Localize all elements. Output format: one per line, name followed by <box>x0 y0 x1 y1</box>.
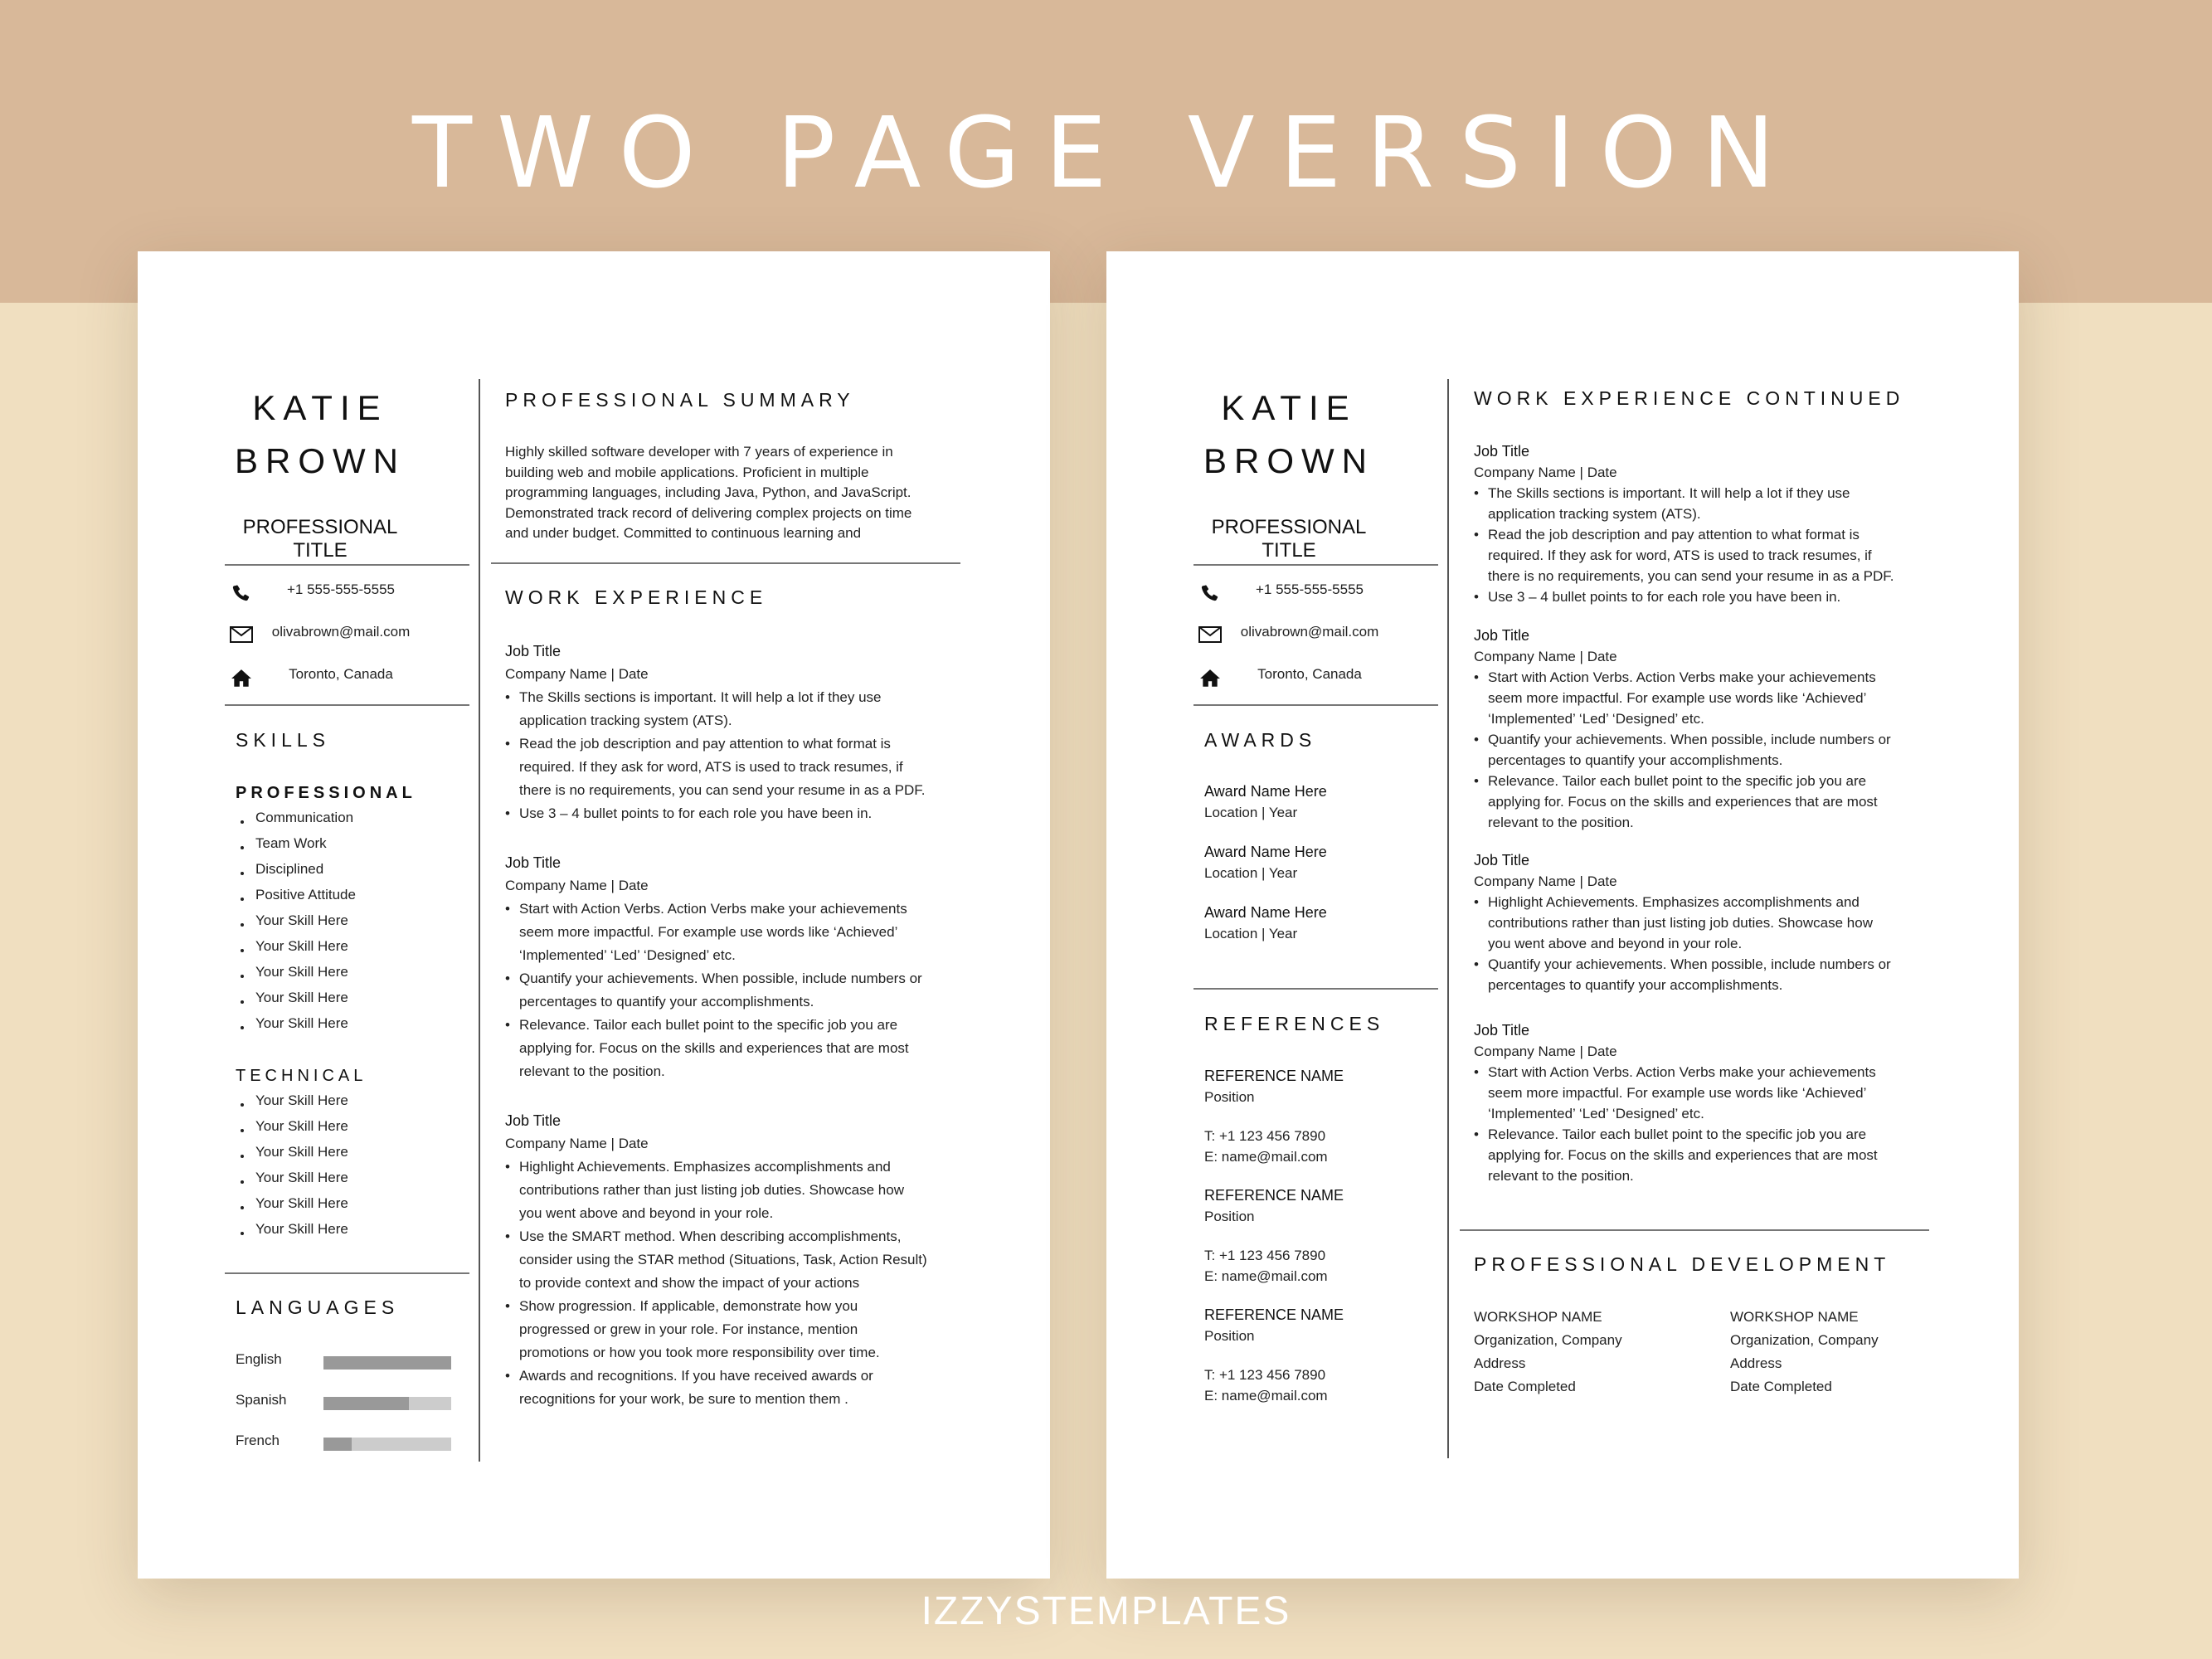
bullet-line: recognitions for your work, be sure to mention them . <box>519 1391 848 1407</box>
workshop-date: Date Completed <box>1730 1379 1832 1394</box>
bullet-line: • Relevance. Tailor each bullet point to the specific job you are <box>1488 773 1867 789</box>
job-entry <box>1474 625 1988 833</box>
language-name: French <box>236 1433 280 1448</box>
professional-title: PROFESSIONAL TITLE <box>242 516 398 562</box>
job-bullet <box>1474 954 1988 995</box>
column-divider <box>479 379 480 1462</box>
last-name: BROWN <box>1203 441 1374 480</box>
home-icon <box>229 668 254 689</box>
language-name: Spanish <box>236 1392 287 1408</box>
phone-text: +1 555-555-5555 <box>1256 581 1364 597</box>
bullet-line: • Relevance. Tailor each bullet point to the specific job you are <box>1488 1126 1867 1142</box>
resume-page-1 <box>138 251 1050 1579</box>
bullet-line: • Use 3 – 4 bullet points to for each role you have been in. <box>519 805 873 821</box>
skill-item: Your Skill Here <box>236 1144 348 1170</box>
summary-text <box>505 442 1003 544</box>
job-bullet <box>1474 729 1988 771</box>
job-bullet <box>1474 1124 1988 1186</box>
email-text: olivabrown@mail.com <box>1240 624 1379 640</box>
reference-entry <box>1204 1185 1344 1287</box>
reference-phone: T: +1 123 456 7890 <box>1204 1128 1326 1144</box>
language-row <box>236 1351 451 1371</box>
reference-email: E: name@mail.com <box>1204 1268 1328 1284</box>
award-name: Award Name Here <box>1204 904 1327 921</box>
workshop-org: Organization, Company <box>1474 1332 1622 1348</box>
language-level-bar <box>323 1397 451 1410</box>
work-experience-heading: WORK EXPERIENCE <box>505 586 768 608</box>
bullet-line: applying for. Focus on the skills and experiences that are most <box>1488 1147 1878 1163</box>
mail-icon <box>1198 625 1223 644</box>
bullet-line: to provide context and show the impact of your actions <box>519 1275 860 1291</box>
first-name: KATIE <box>252 388 388 427</box>
award-entry <box>1204 902 1327 944</box>
job-bullets <box>1474 1062 1988 1186</box>
summary-line: building web and mobile applications. Proficient in multiple <box>505 464 869 480</box>
award-entry <box>1204 842 1327 883</box>
divider <box>225 564 469 566</box>
job-bullet <box>505 1365 1019 1411</box>
job-company: Company Name | Date <box>1474 1044 1617 1059</box>
bullet-line: • Highlight Achievements. Emphasizes accomplishments and <box>1488 894 1860 910</box>
reference-phone: T: +1 123 456 7890 <box>1204 1248 1326 1263</box>
award-entry <box>1204 781 1327 823</box>
reference-name: REFERENCE NAME <box>1204 1068 1344 1084</box>
summary-line: programming languages, including Java, Python, and JavaScript. <box>505 484 912 500</box>
skill-item: Your Skill Here <box>236 1092 348 1118</box>
skill-item: Your Skill Here <box>236 964 356 990</box>
contact-email <box>221 624 420 649</box>
bullet-line: • Start with Action Verbs. Action Verbs make your achievements <box>1488 1064 1876 1080</box>
contact-phone <box>1189 581 1388 606</box>
work-continued-heading: WORK EXPERIENCE CONTINUED <box>1474 387 1905 409</box>
language-level-fill <box>323 1438 352 1451</box>
job-entry <box>505 640 1019 825</box>
job-bullet <box>505 802 1019 825</box>
job-title: Job Title <box>1474 627 1530 644</box>
skill-item: Your Skill Here <box>236 1221 348 1247</box>
skill-item: Your Skill Here <box>236 1118 348 1144</box>
bullet-line: • Start with Action Verbs. Action Verbs make your achievements <box>1488 669 1876 685</box>
workshop-org: Organization, Company <box>1730 1332 1879 1348</box>
professional-development-heading: PROFESSIONAL DEVELOPMENT <box>1474 1253 1891 1275</box>
bullet-line: • Quantify your achievements. When possible, include numbers or <box>1488 732 1891 747</box>
mail-icon <box>229 625 254 644</box>
professional-skills-heading: PROFESSIONAL <box>236 784 416 802</box>
reference-name: REFERENCE NAME <box>1204 1187 1344 1204</box>
contact-location <box>1189 666 1388 691</box>
home-icon <box>1198 668 1223 689</box>
summary-line: Highly skilled software developer with 7 years of experience in <box>505 444 893 460</box>
skill-item: Your Skill Here <box>236 1170 348 1195</box>
job-bullet <box>1474 524 1988 586</box>
skill-item: Your Skill Here <box>236 912 356 938</box>
bullet-line: • Show progression. If applicable, demonstrate how you <box>519 1298 858 1314</box>
spacer <box>1204 1346 1344 1365</box>
email-text: olivabrown@mail.com <box>271 624 411 640</box>
bullet-line: there is no requirements, you can send your resume in as a PDF. <box>1488 568 1894 584</box>
job-bullet <box>505 1225 1019 1295</box>
bullet-line: • Awards and recognitions. If you have received awards or <box>519 1368 873 1384</box>
job-title: Job Title <box>505 643 562 659</box>
language-row <box>236 1392 451 1412</box>
language-row <box>236 1433 451 1452</box>
job-bullet <box>505 686 1019 732</box>
job-bullets <box>1474 667 1988 833</box>
language-level-fill <box>323 1356 451 1370</box>
bullet-line: • Quantify your achievements. When possible, include numbers or <box>519 971 922 986</box>
bullet-line: contributions rather than just listing job duties. Showcase how <box>1488 915 1873 931</box>
bullet-line: relevant to the position. <box>1488 815 1634 830</box>
summary-line: Demonstrated track record of delivering complex projects on time <box>505 504 912 521</box>
divider <box>1194 704 1438 706</box>
skill-item: Disciplined <box>236 861 356 887</box>
job-entry <box>1474 850 1988 995</box>
reference-position: Position <box>1204 1209 1255 1224</box>
skill-item: Your Skill Here <box>236 1015 356 1041</box>
language-level-bar <box>323 1356 451 1370</box>
contact-email <box>1189 624 1388 649</box>
bullet-line: there is no requirements, you can send your resume in as a PDF. <box>519 782 926 798</box>
divider <box>1194 564 1438 566</box>
bullet-line: percentages to quantify your accomplishments. <box>519 994 814 1010</box>
divider <box>491 562 960 564</box>
bullet-line: applying for. Focus on the skills and experiences that are most <box>519 1040 909 1056</box>
phone-icon <box>229 583 254 605</box>
job-entry <box>1474 441 1988 607</box>
bullet-line: required. If they ask for word, ATS is used to track resumes, if <box>1488 547 1872 563</box>
job-bullet <box>1474 771 1988 833</box>
job-company: Company Name | Date <box>1474 649 1617 664</box>
location-text: Toronto, Canada <box>1257 666 1362 682</box>
divider <box>1460 1229 1929 1231</box>
brand-watermark: IZZYSTEMPLATES <box>921 1589 1291 1633</box>
workshop-entry <box>1730 1306 1879 1399</box>
workshop-name: WORKSHOP NAME <box>1730 1309 1859 1325</box>
divider <box>225 1272 469 1274</box>
job-company: Company Name | Date <box>1474 873 1617 889</box>
job-bullet <box>1474 586 1988 607</box>
job-bullets <box>505 898 1019 1083</box>
skills-heading: SKILLS <box>236 729 330 751</box>
reference-email: E: name@mail.com <box>1204 1149 1328 1165</box>
job-bullet <box>505 1155 1019 1225</box>
job-bullet <box>505 898 1019 967</box>
language-level-fill <box>323 1397 409 1410</box>
technical-skill-list <box>236 1092 348 1247</box>
workshop-name: WORKSHOP NAME <box>1474 1309 1602 1325</box>
workshop-address: Address <box>1474 1355 1526 1371</box>
job-entry <box>505 1109 1019 1411</box>
bullet-line: seem more impactful. For example use words like ‘Achieved’ <box>519 924 898 940</box>
job-entry <box>505 851 1019 1083</box>
job-bullets <box>1474 483 1988 607</box>
bullet-line: • Use the SMART method. When describing accomplishments, <box>519 1228 902 1244</box>
summary-line: and under budget. Committed to continuous learning and <box>505 525 862 541</box>
job-title: Job Title <box>1474 443 1530 460</box>
phone-icon <box>1198 583 1223 605</box>
professional-title: PROFESSIONAL TITLE <box>1211 516 1367 562</box>
summary-heading: PROFESSIONAL SUMMARY <box>505 389 855 411</box>
job-bullet <box>505 1295 1019 1365</box>
professional-skill-list <box>236 810 356 1041</box>
skill-item: Communication <box>236 810 356 835</box>
reference-email: E: name@mail.com <box>1204 1388 1328 1404</box>
bullet-line: ‘Implemented’ ‘Led’ ‘Designed’ etc. <box>519 947 736 963</box>
bullet-line: • Read the job description and pay attention to what format is <box>519 736 891 752</box>
reference-entry <box>1204 1305 1344 1406</box>
skill-item: Your Skill Here <box>236 1195 348 1221</box>
bullet-line: application tracking system (ATS). <box>519 713 732 728</box>
bullet-line: promotions or how you took more responsibility over time. <box>519 1345 880 1360</box>
job-bullet <box>505 967 1019 1014</box>
column-divider <box>1447 379 1449 1458</box>
contact-phone <box>221 581 420 606</box>
workshop-address: Address <box>1730 1355 1782 1371</box>
skill-item: Your Skill Here <box>236 990 356 1015</box>
languages-heading: LANGUAGES <box>236 1297 400 1318</box>
job-company: Company Name | Date <box>505 878 649 893</box>
bullet-line: required. If they ask for word, ATS is used to track resumes, if <box>519 759 903 775</box>
bullet-line: you went above and beyond in your role. <box>1488 936 1743 951</box>
job-bullets <box>505 1155 1019 1411</box>
references-heading: REFERENCES <box>1204 1013 1385 1034</box>
bullet-line: contributions rather than just listing job duties. Showcase how <box>519 1182 904 1198</box>
skill-item: Team Work <box>236 835 356 861</box>
first-name: KATIE <box>1221 388 1357 427</box>
job-title: Job Title <box>1474 1022 1530 1039</box>
bullet-line: ‘Implemented’ ‘Led’ ‘Designed’ etc. <box>1488 1106 1704 1121</box>
bullet-line: • Highlight Achievements. Emphasizes accomplishments and <box>519 1159 891 1175</box>
bullet-line: you went above and beyond in your role. <box>519 1205 774 1221</box>
contact-location <box>221 666 420 691</box>
reference-name: REFERENCE NAME <box>1204 1306 1344 1323</box>
job-title: Job Title <box>1474 852 1530 868</box>
bullet-line: • Use 3 – 4 bullet points to for each role you have been in. <box>1488 589 1841 605</box>
awards-heading: AWARDS <box>1204 729 1317 751</box>
bullet-line: • The Skills sections is important. It will help a lot if they use <box>519 689 882 705</box>
bullet-line: progressed or grew in your role. For instance, mention <box>519 1321 858 1337</box>
location-text: Toronto, Canada <box>289 666 393 682</box>
bullet-line: consider using the STAR method (Situations, Task, Action Result) <box>519 1252 927 1267</box>
headline: TWO PAGE VERSION <box>411 95 1801 210</box>
job-company: Company Name | Date <box>1474 465 1617 480</box>
bullet-line: relevant to the position. <box>519 1063 665 1079</box>
divider <box>1194 988 1438 990</box>
job-company: Company Name | Date <box>505 1136 649 1151</box>
reference-entry <box>1204 1066 1344 1167</box>
skill-item: Positive Attitude <box>236 887 356 912</box>
bullet-line: • Start with Action Verbs. Action Verbs make your achievements <box>519 901 907 917</box>
technical-skills-heading: TECHNICAL <box>236 1067 367 1085</box>
bullet-line: • Read the job description and pay attention to what format is <box>1488 527 1860 542</box>
award-detail: Location | Year <box>1204 926 1298 941</box>
workshop-entry <box>1474 1306 1622 1399</box>
job-bullet <box>1474 1062 1988 1124</box>
award-detail: Location | Year <box>1204 805 1298 820</box>
award-name: Award Name Here <box>1204 783 1327 800</box>
phone-text: +1 555-555-5555 <box>287 581 395 597</box>
spacer <box>1204 1227 1344 1245</box>
resume-page-2 <box>1106 251 2019 1579</box>
bullet-line: • Relevance. Tailor each bullet point to the specific job you are <box>519 1017 898 1033</box>
bullet-line: relevant to the position. <box>1488 1168 1634 1184</box>
job-bullet <box>1474 667 1988 729</box>
job-bullets <box>1474 892 1988 995</box>
bullet-line: seem more impactful. For example use words like ‘Achieved’ <box>1488 690 1867 706</box>
job-entry <box>1474 1020 1988 1186</box>
job-title: Job Title <box>505 854 562 871</box>
bullet-line: ‘Implemented’ ‘Led’ ‘Designed’ etc. <box>1488 711 1704 727</box>
job-title: Job Title <box>505 1112 562 1129</box>
award-name: Award Name Here <box>1204 844 1327 860</box>
skill-item: Your Skill Here <box>236 938 356 964</box>
bullet-line: applying for. Focus on the skills and experiences that are most <box>1488 794 1878 810</box>
bullet-line: • Quantify your achievements. When possible, include numbers or <box>1488 956 1891 972</box>
job-bullet <box>1474 483 1988 524</box>
award-detail: Location | Year <box>1204 865 1298 881</box>
job-bullet <box>505 1014 1019 1083</box>
reference-phone: T: +1 123 456 7890 <box>1204 1367 1326 1383</box>
bullet-line: • The Skills sections is important. It will help a lot if they use <box>1488 485 1850 501</box>
reference-position: Position <box>1204 1328 1255 1344</box>
bullet-line: percentages to quantify your accomplishments. <box>1488 977 1783 993</box>
language-name: English <box>236 1351 282 1367</box>
bullet-line: percentages to quantify your accomplishments. <box>1488 752 1783 768</box>
last-name: BROWN <box>235 441 406 480</box>
workshop-date: Date Completed <box>1474 1379 1576 1394</box>
job-bullet <box>505 732 1019 802</box>
language-level-bar <box>323 1438 451 1451</box>
spacer <box>1204 1107 1344 1126</box>
divider <box>225 704 469 706</box>
job-company: Company Name | Date <box>505 666 649 682</box>
bullet-line: seem more impactful. For example use words like ‘Achieved’ <box>1488 1085 1867 1101</box>
job-bullets <box>505 686 1019 825</box>
job-bullet <box>1474 892 1988 954</box>
bullet-line: application tracking system (ATS). <box>1488 506 1701 522</box>
reference-position: Position <box>1204 1089 1255 1105</box>
